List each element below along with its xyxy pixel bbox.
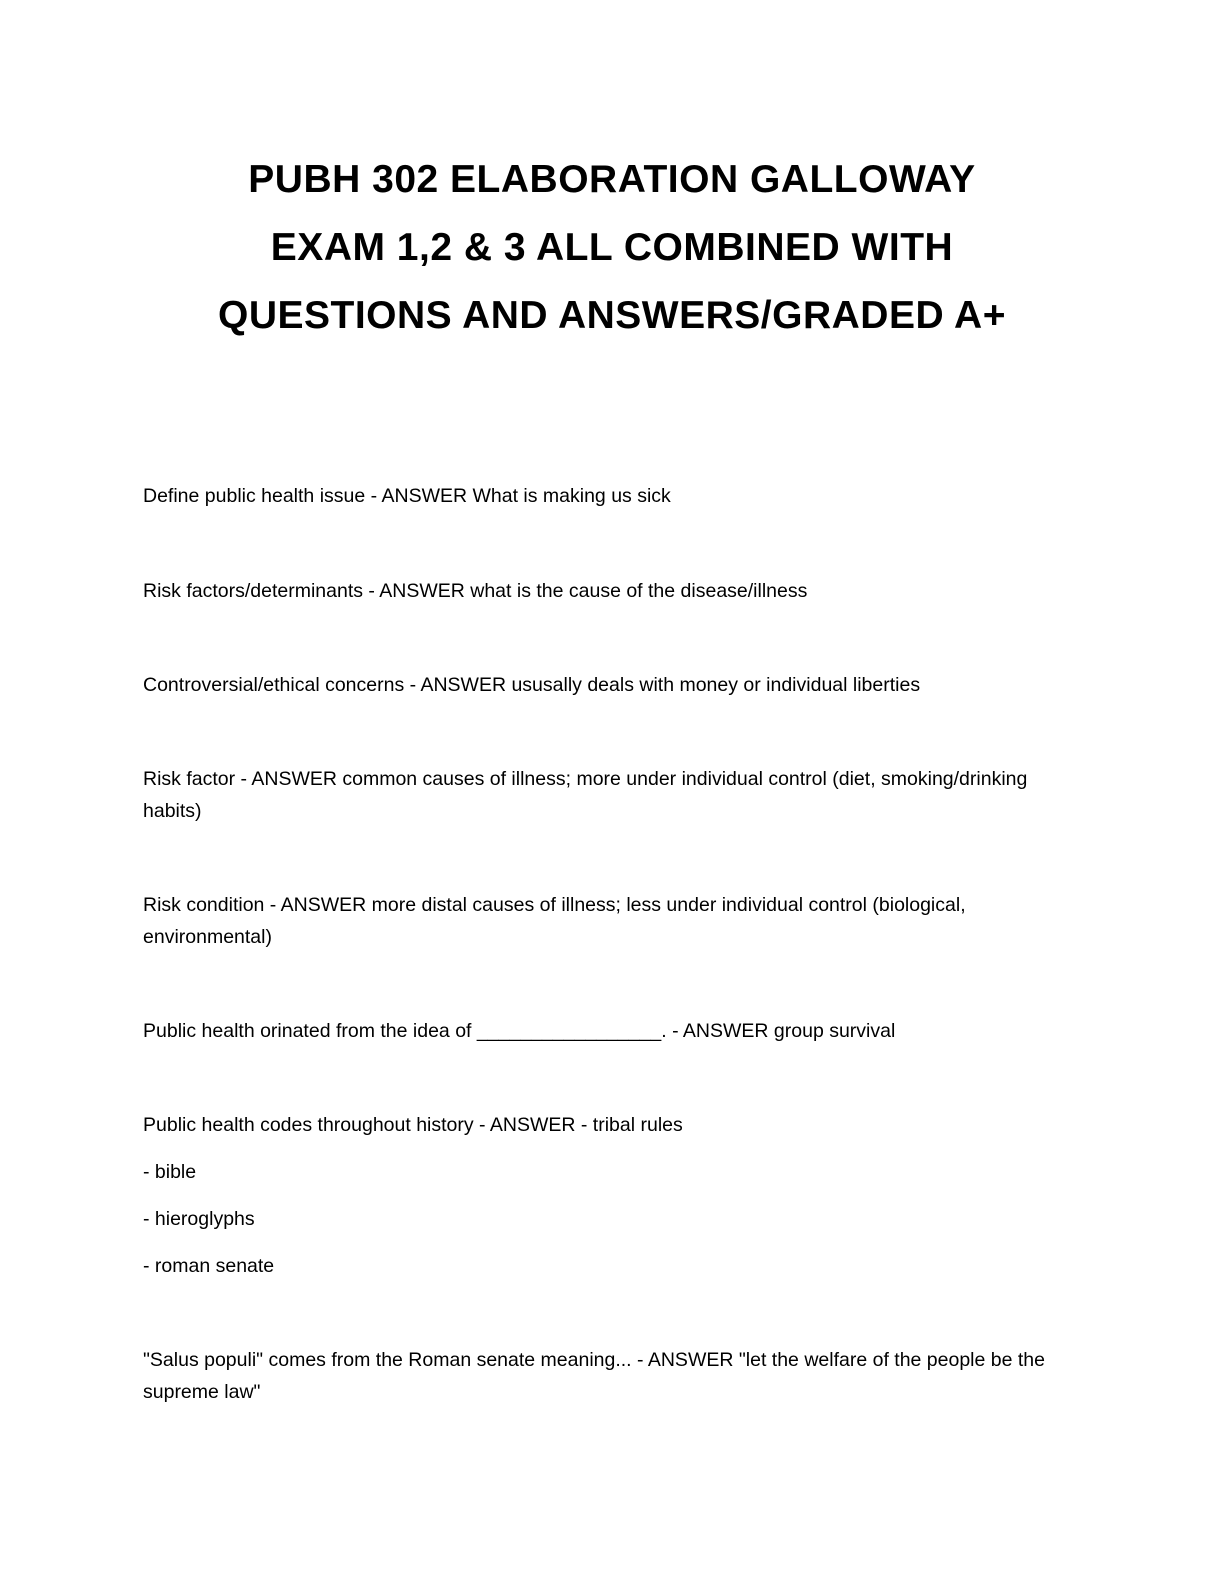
qa-item-risk-condition: Risk condition - ANSWER more distal causes of illness; less under individual control (biological, environmental) — [143, 894, 966, 948]
qa-item-public-health-codes: Public health codes throughout history - ANSWER - tribal rules — [143, 1114, 683, 1136]
list-item: - roman senate — [143, 1255, 275, 1277]
qa-item-risk-factor: Risk factor - ANSWER common causes of illness; more under individual control (diet, smoking/drinking habits) — [143, 768, 1028, 822]
title-line-3: QUESTIONS AND ANSWERS/GRADED A+ — [218, 294, 1006, 337]
qa-item-define-public-health-issue: Define public health issue - ANSWER What is making us sick — [143, 485, 671, 507]
title-line-2: EXAM 1,2 & 3 ALL COMBINED WITH — [270, 226, 954, 269]
document-title — [0, 146, 1224, 350]
qa-item-public-health-origin: Public health orinated from the idea of _________________. - ANSWER group survival — [143, 1020, 896, 1042]
title-line-1: PUBH 302 ELABORATION GALLOWAY — [248, 158, 976, 201]
history-codes-list — [143, 1156, 1073, 1297]
qa-item-risk-factors-determinants: Risk factors/determinants - ANSWER what is the cause of the disease/illness — [143, 580, 808, 602]
qa-item-controversial-ethical-concerns: Controversial/ethical concerns - ANSWER ususally deals with money or individual liberties — [143, 674, 921, 696]
list-item: - hieroglyphs — [143, 1208, 255, 1230]
list-item: - bible — [143, 1161, 197, 1183]
qa-item-salus-populi: "Salus populi" comes from the Roman senate meaning... - ANSWER "let the welfare of the people be the supreme law" — [143, 1349, 1045, 1403]
